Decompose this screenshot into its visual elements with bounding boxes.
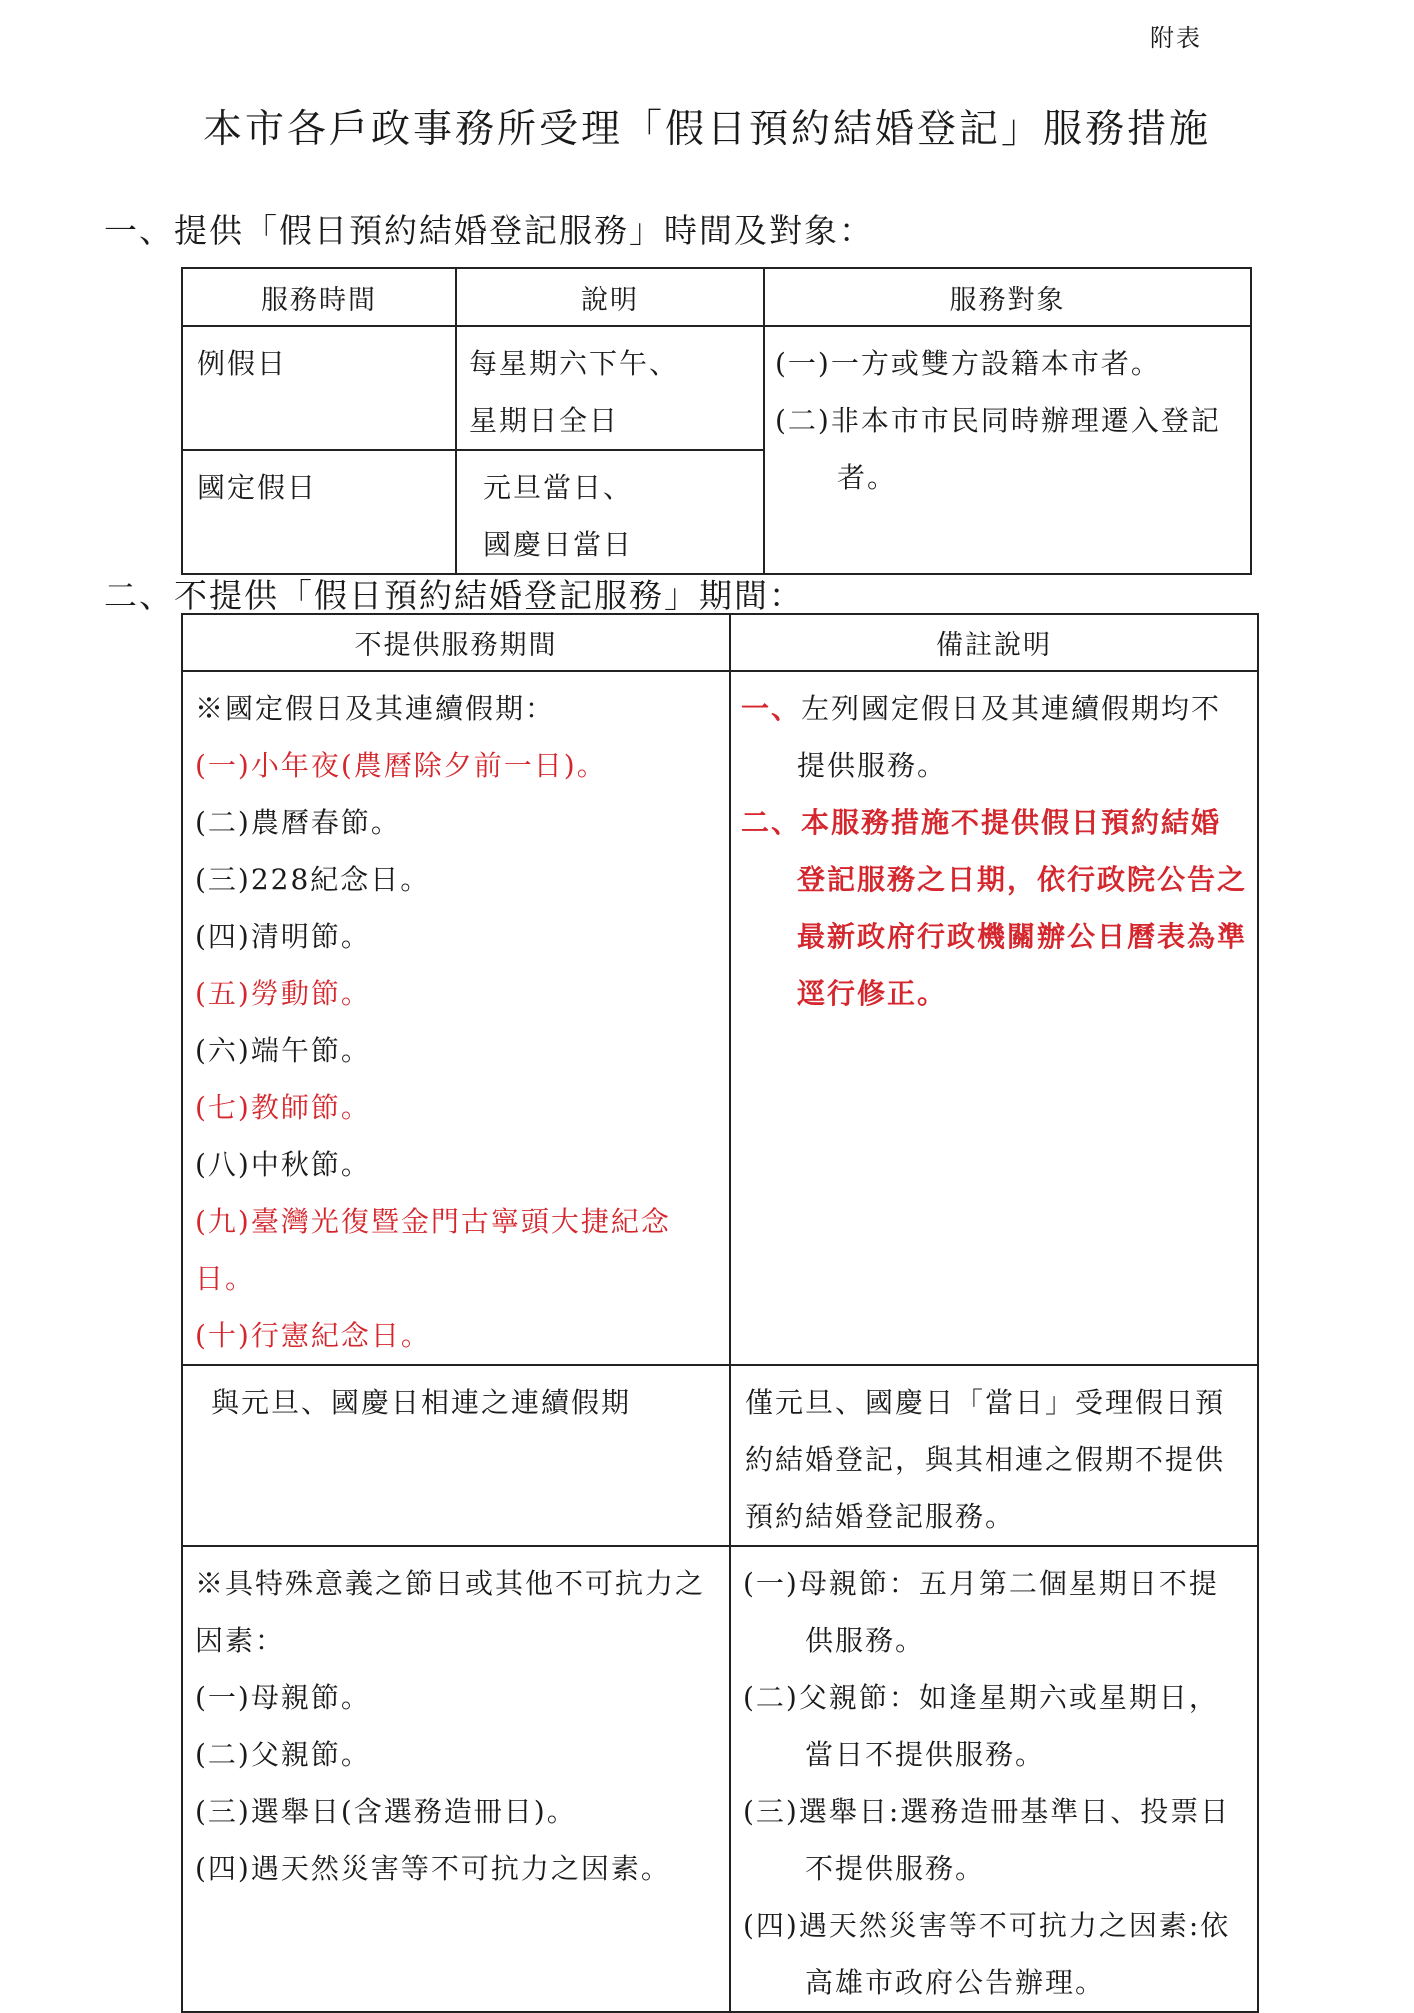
- section-2-heading: 二、不提供「假日預約結婚登記服務」期間：: [104, 576, 804, 615]
- header-remarks: 備註說明: [730, 614, 1258, 671]
- no-service-table: [181, 613, 1259, 2013]
- special-days-list: ※具特殊意義之節日或其他不可抗力之因素： (一)母親節。 (二)父親節。 (三)選舉日(含選務造冊日)。 (四)遇天然災害等不可抗力之因素。: [182, 1546, 730, 2012]
- header-service-time: 服務時間: [182, 268, 456, 326]
- consecutive-holidays-period: 與元旦、國慶日相連之連續假期: [182, 1365, 730, 1546]
- national-holidays-notes: 一、左列國定假日及其連續假期均不提供服務。 二、本服務措施不提供假日預約結婚登記服務之日期，依行政院公告之最新政府行政機關辦公日曆表為準逕行修正。: [730, 671, 1258, 1365]
- row-national-holiday-desc: 元旦當日、 國慶日當日: [456, 450, 764, 574]
- annex-label: 附表: [1150, 24, 1202, 52]
- page-title: 本市各戶政事務所受理「假日預約結婚登記」服務措施: [202, 107, 1211, 152]
- special-days-notes: (一)母親節：五月第二個星期日不提供服務。 (二)父親節：如逢星期六或星期日，當日不提供服務。 (三)選舉日:選務造冊基準日、投票日不提供服務。 (四)遇天然災害等不可抗力之因素:依高雄市政府公告辦理。: [730, 1546, 1258, 2012]
- header-description: 說明: [456, 268, 764, 326]
- row-weekend-time: 例假日: [182, 326, 456, 450]
- service-targets: (一)一方或雙方設籍本市者。 (二)非本市市民同時辦理遷入登記者。: [764, 326, 1251, 574]
- section-1-heading: 一、提供「假日預約結婚登記服務」時間及對象：: [104, 211, 874, 250]
- service-time-table: [181, 267, 1252, 575]
- header-no-service-period: 不提供服務期間: [182, 614, 730, 671]
- consecutive-holidays-note: 僅元旦、國慶日「當日」受理假日預約結婚登記，與其相連之假期不提供預約結婚登記服務。: [730, 1365, 1258, 1546]
- row-weekend-desc: 每星期六下午、 星期日全日: [456, 326, 764, 450]
- row-national-holiday-time: 國定假日: [182, 450, 456, 574]
- header-service-target: 服務對象: [764, 268, 1251, 326]
- national-holidays-list: ※國定假日及其連續假期： (一)小年夜(農曆除夕前一日)。 (二)農曆春節。 (三)228紀念日。 (四)清明節。 (五)勞動節。 (六)端午節。 (七)教師節。 (八)中秋節。 (九)臺灣光復暨金門古寧頭大捷紀念日。 (十)行憲紀念日。: [182, 671, 730, 1365]
